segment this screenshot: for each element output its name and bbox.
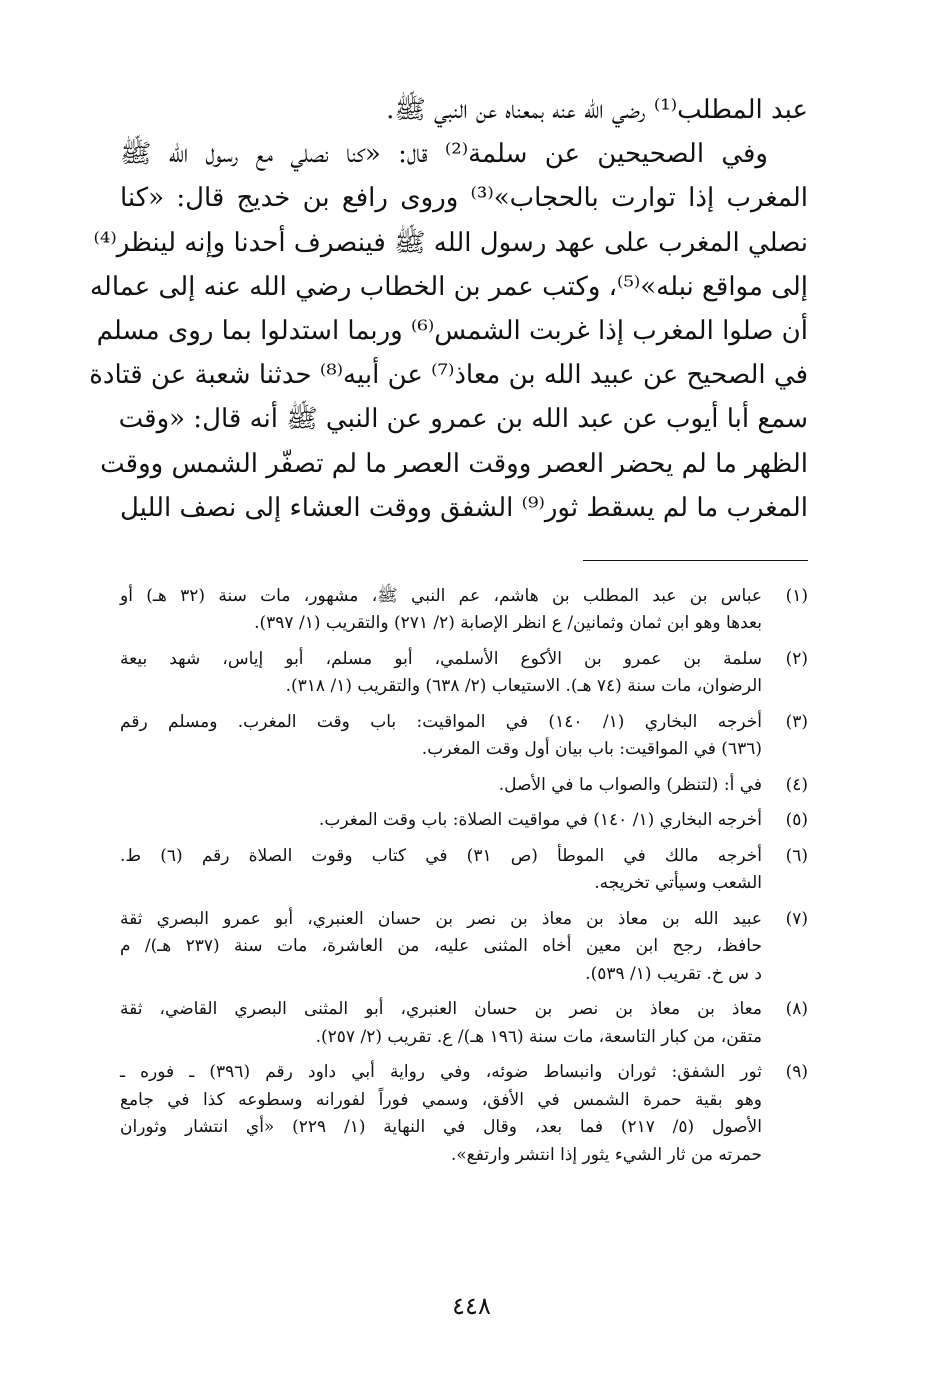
footnote	[120, 996, 808, 1051]
footnote-number: (٤)	[785, 774, 808, 795]
footnote-number: (٦)	[785, 845, 808, 866]
footnote-text	[120, 709, 762, 764]
footnote	[120, 583, 808, 638]
footnote-line: الشعب وسيأتي تخريجه.	[594, 873, 762, 894]
main-text-line: إلى مواقع نبله»⁽⁵⁾، وكتب عمر بن الخطاب رضي الله عنه إلى عماله	[89, 271, 808, 302]
footnote	[120, 709, 808, 764]
footnote-line: أخرجه مالك في الموطأ (ص ٣١) في كتاب وقوت الصلاة رقم (٦) ط.	[120, 845, 762, 866]
footnote-line: الأصول (٥/ ٢١٧) فما بعد، وقال في النهاية (١/ ٢٢٩) «أي انتشار وثوران	[120, 1117, 762, 1138]
footnote-line: حمرته من ثار الشيء يثور إذا انتشر وارتفع».	[450, 1144, 762, 1165]
footnote-line: ثور الشفق: ثوران وانبساط ضوئه، وفي رواية أبي داود رقم (٣٩٦) ـ فوره ـ	[120, 1062, 762, 1083]
footnote-divider	[583, 560, 808, 561]
footnote-text	[120, 996, 762, 1051]
footnote	[120, 906, 808, 989]
footnote-number: (٨)	[785, 999, 808, 1020]
footnote	[120, 772, 808, 800]
footnote-line: (٦٣٦) في المواقيت: باب بيان أول وقت المغرب.	[421, 739, 762, 760]
footnote-text	[120, 843, 762, 898]
footnote-text	[120, 1059, 762, 1169]
main-text-line: في الصحيح عن عبيد الله بن معاذ⁽⁷⁾ عن أبيه⁽⁸⁾ حدثنا شعبة عن قتادة	[89, 360, 808, 391]
document-page	[89, 88, 809, 1177]
main-text-line: عبد المطلب⁽¹⁾ رضي الله عنه بمعناه عن النبي ﷺ.	[386, 95, 808, 125]
footnote-line: في أ: (لتنظر) والصواب ما في الأصل.	[498, 774, 762, 795]
footnote	[120, 1059, 808, 1169]
footnote-line: وهو بقية حمرة الشمس في الأفق، وسمي فوراً لفورانه وسطوعه كذا في جامع	[120, 1089, 762, 1110]
footnote-text	[120, 583, 762, 638]
footnote-text	[120, 772, 762, 800]
footnote-line: بعدها وهو ابن ثمان وثمانين/ ع انظر الإصابة (٢/ ٢٧١) والتقريب (١/ ٣٩٧).	[254, 613, 762, 634]
footnote-number: (٩)	[785, 1062, 808, 1083]
footnote-number: (١)	[785, 585, 808, 606]
main-text	[89, 88, 809, 530]
page-number: ٤٤٨	[452, 1292, 491, 1320]
main-text-line: سمع أبا أيوب عن عبد الله بن عمرو عن النبي ﷺ أنه قال: «وقت	[118, 404, 808, 435]
main-text-line: نصلي المغرب على عهد رسول الله ﷺ فينصرف أحدنا وإنه لينظر⁽⁴⁾	[93, 227, 808, 258]
footnote-line: أخرجه البخاري (١/ ١٤٠) في مواقيت الصلاة: باب وقت المغرب.	[318, 810, 762, 831]
footnote-line: عباس بن عبد المطلب بن هاشم، عم النبي ﷺ، مشهور، مات سنة (٣٢ هـ) أو	[120, 585, 762, 606]
footnote-line: سلمة بن عمرو بن الأكوع الأسلمي، أبو مسلم، أبو إياس، شهد بيعة	[120, 648, 762, 669]
footnote-text	[120, 906, 762, 989]
footnote	[120, 807, 808, 835]
main-text-line: الظهر ما لم يحضر العصر ووقت العصر ما لم تصفّر الشمس ووقت	[100, 448, 808, 479]
main-text-line: وفي الصحيحين عن سلمة⁽²⁾ قال: «كنا نصلي مع رسول الله ﷺ	[120, 139, 768, 170]
footnote	[120, 646, 808, 701]
footnote-number: (٥)	[785, 810, 808, 831]
main-text-line: أن صلوا المغرب إذا غربت الشمس⁽⁶⁾ وربما استدلوا بما روى مسلم	[96, 315, 808, 346]
footnotes	[120, 583, 808, 1170]
footnote-line: عبيد الله بن معاذ بن معاذ بن نصر بن حسان العنبري، أبو عمرو البصري ثقة	[120, 908, 762, 929]
footnote-line: حافظ، رجح ابن معين أخاه المثنى عليه، من العاشرة، مات سنة (٢٣٧ هـ)/ م	[120, 936, 762, 957]
footnote	[120, 843, 808, 898]
footnote-line: معاذ بن معاذ بن نصر بن حسان العنبري، أبو المثنى البصري القاضي، ثقة	[120, 999, 762, 1020]
footnote-line: أخرجه البخاري (١/ ١٤٠) في المواقيت: باب وقت المغرب. ومسلم رقم	[120, 711, 762, 732]
main-text-line: المغرب إذا توارت بالحجاب»⁽³⁾ وروى رافع بن خديج قال: «كنا	[120, 183, 809, 214]
footnote-number: (٣)	[785, 711, 808, 732]
footnote-number: (٧)	[785, 908, 808, 929]
footnote-text	[120, 807, 762, 835]
footnote-line: د س خ. تقريب (١/ ٥٣٩).	[585, 963, 762, 984]
footnote-line: متقن، من كبار التاسعة، مات سنة (١٩٦ هـ)/ ع. تقريب (٢/ ٢٥٧).	[315, 1026, 762, 1047]
footnote-text	[120, 646, 762, 701]
main-text-line: المغرب ما لم يسقط ثور⁽⁹⁾ الشفق ووقت العشاء إلى نصف الليل	[119, 492, 808, 523]
footnote-number: (٢)	[785, 648, 808, 669]
footnote-line: الرضوان، مات سنة (٧٤ هـ). الاستيعاب (٢/ ٦٣٨) والتقريب (١/ ٣١٨).	[285, 676, 762, 697]
